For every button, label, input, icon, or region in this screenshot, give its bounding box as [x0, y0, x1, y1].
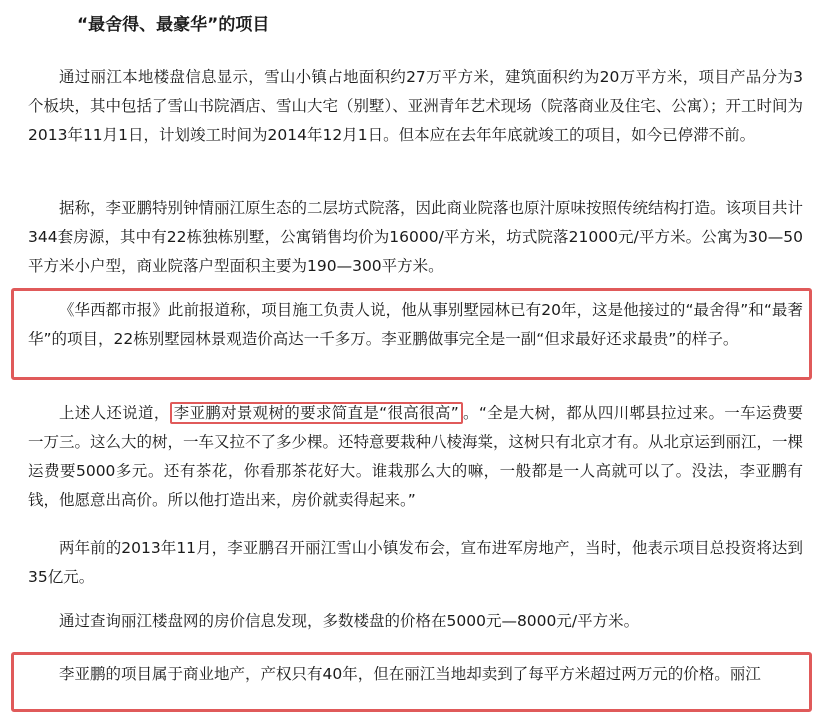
highlighted-quote: 李亚鹏对景观树的要求简直是“很高很高” [170, 402, 463, 424]
paragraph-text: 。“全是大树，都从四川郫县拉过来。一车运费要一万三。这么大的树，一车又拉不了多少棵。还特意要栽种八棱海棠，这树只有北京才有。从北京运到丽江，一棵运费要5000多元。还有茶花，你看那茶花好大。谁栽那么大的嘛，一般都是一人高就可以了。没法，李亚鹏有钱，他愿意出高价。所以他打造出来，房价就卖得起来。” [28, 404, 804, 509]
paragraph-project-overview: 通过丽江本地楼盘信息显示，雪山小镇占地面积约27万平方米，建筑面积约为20万平方米，项目产品分为3个板块，其中包括了雪山书院酒店、雪山大宅（别墅）、亚洲青年艺术现场（院落商业及住宅、公寓）；开工时间为2013年11月1日，计划竣工时间为2014年12月1日。但本应在去年年底就竣工的项目，如今已停滞不前。 [28, 68, 804, 144]
paragraph-housing-details: 据称，李亚鹏特别钟情丽江原生态的二层坊式院落，因此商业院落也原汁原味按照传统结构打造。该项目共计344套房源，其中有22栋独栋别墅，公寓销售均价为16000/平方米，坊式院落21000元/平方米。公寓为30—50平方米小户型，商业院落户型面积主要为190—300平方米。 [28, 199, 804, 275]
paragraph-text: 上述人还说道， [59, 404, 170, 422]
paragraph-landscape-trees [28, 399, 803, 515]
paragraph-news-report: 《华西都市报》此前报道称，项目施工负责人说，他从事别墅园林已有20年，这是他接过的“最舍得”和“最奢华”的项目，22栋别墅园林景观造价高达一千多万。李亚鹏做事完全是一副“但求最好还求最贵”的样子。 [28, 301, 803, 348]
section-heading: “最舍得、最豪华”的项目 [77, 15, 270, 35]
paragraph-price-survey: 通过查询丽江楼盘网的房价信息发现，多数楼盘的价格在5000元—8000元/平方米。 [59, 612, 640, 630]
paragraph-launch-event: 两年前的2013年11月，李亚鹏召开丽江雪山小镇发布会，宣布进军房地产，当时，他表示项目总投资将达到35亿元。 [28, 539, 803, 586]
paragraph-commercial-property: 李亚鹏的项目属于商业地产，产权只有40年，但在丽江当地却卖到了每平方米超过两万元的价格。丽江 [59, 665, 761, 683]
